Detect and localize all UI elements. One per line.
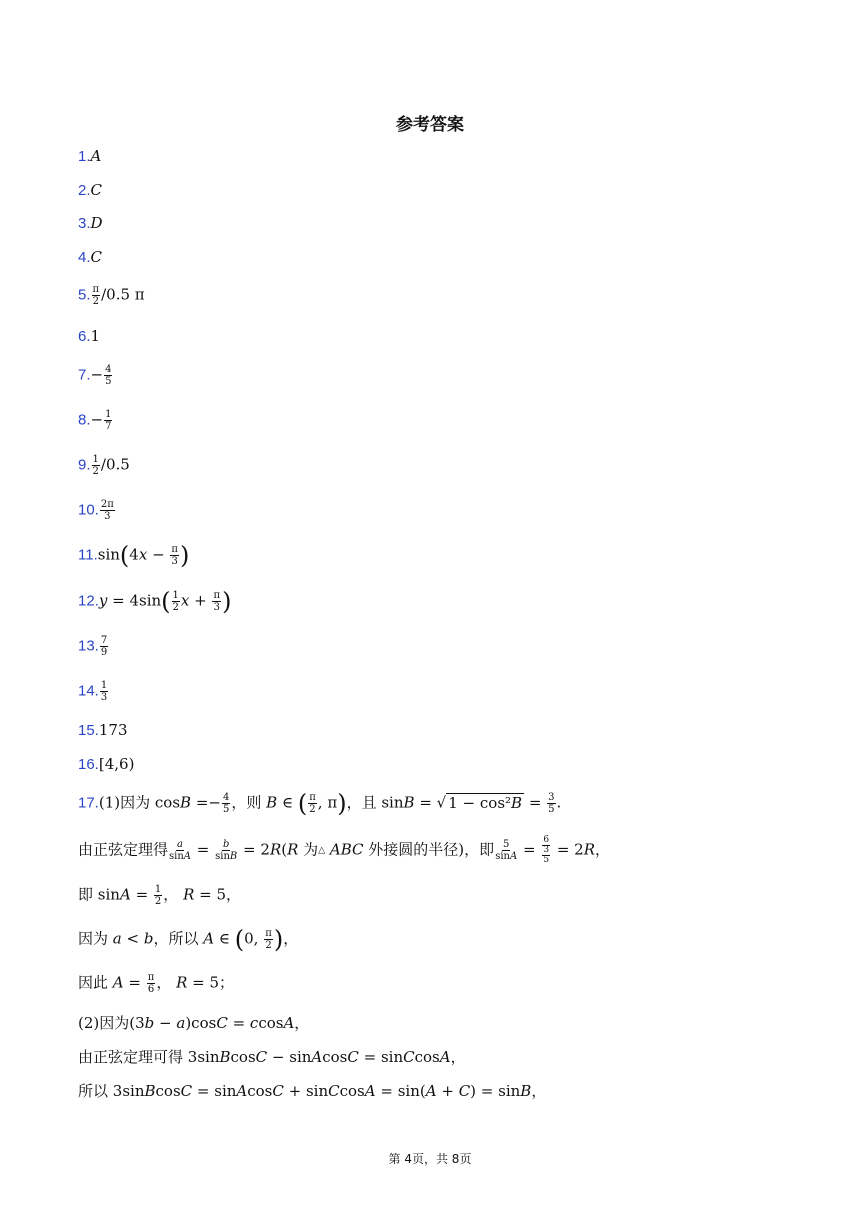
text: 外接圆的半径) bbox=[368, 840, 465, 859]
solution-17-line-5: 因此 A = $\frac{\pi}{6}$ ， R = 5； bbox=[78, 972, 235, 995]
answer-value: 173 bbox=[98, 721, 128, 739]
answer-value: A bbox=[90, 147, 102, 165]
question-number: 11. bbox=[78, 546, 98, 564]
text: 且 bbox=[361, 793, 377, 812]
text: 即 bbox=[78, 885, 94, 904]
solution-17-line-4: 因为 a < b，所以 A ∈ (0, $\frac{\pi}{2}$ )， bbox=[78, 925, 299, 954]
answer-14 bbox=[78, 680, 109, 703]
answer-value: [4,6) bbox=[98, 755, 135, 773]
answer-3 bbox=[78, 213, 103, 234]
solution-17-line-8: 所以 3sinBcosC = sinAcosC + sinCcosA = sin(A + C) = sinB， bbox=[78, 1082, 547, 1100]
answer-11: 11.sin(4x − $\frac{\pi}{3}$ ) bbox=[78, 541, 190, 570]
question-number: 7. bbox=[78, 366, 91, 384]
fraction: $\frac{4}{5}$ bbox=[222, 792, 230, 815]
text: 为 bbox=[303, 840, 319, 859]
answer-value: D bbox=[90, 214, 103, 232]
fraction: $\frac{1}{7}$ bbox=[105, 409, 112, 432]
text: 即 bbox=[479, 840, 495, 859]
fraction: $\frac{\pi}{3}$ bbox=[171, 544, 178, 567]
answer-alt: /0.5 π bbox=[101, 285, 145, 304]
question-number: 4. bbox=[78, 249, 91, 266]
answer-2 bbox=[78, 180, 102, 201]
answer-12: 12.y = 4sin( $\frac{1}{2}$ x + $\frac{\pi}{3}$ ) bbox=[78, 587, 232, 616]
answer-16 bbox=[78, 754, 134, 775]
fraction: $\frac{1}{2}$ bbox=[154, 884, 162, 907]
text: 则 bbox=[246, 793, 262, 812]
text: 由正弦定理可得 bbox=[78, 1048, 184, 1066]
fraction: $\frac{3}{5}$ bbox=[543, 845, 550, 865]
text: 因此 bbox=[78, 973, 109, 992]
answer-4 bbox=[78, 247, 102, 268]
answer-1 bbox=[78, 146, 101, 167]
fraction: $\frac{2\pi}{3}$ bbox=[100, 499, 114, 522]
question-number: 6. bbox=[78, 328, 91, 345]
solution-17-line-2: 由正弦定理得 $\frac{a}{\sin A}$ = $\frac{b}{\sin B}$ = 2R(R 为△ ABC 外接圆的半径)，即 $\frac{5}{\sin A}$ = $\frac{6}{\frac{3}{5}}$ = 2R， bbox=[78, 835, 611, 865]
page-title: 参考答案 bbox=[396, 115, 464, 135]
question-number: 17. bbox=[78, 794, 99, 812]
fraction: $\frac{b}{\sin B}$ bbox=[215, 839, 238, 862]
question-number: 10. bbox=[78, 501, 99, 519]
solution-17-line-3: 即 sinA = $\frac{1}{2}$ ， R = 5， bbox=[78, 884, 242, 907]
solution-17-line-7: 由正弦定理可得 3sinBcosC − sinAcosC = sinCcosA， bbox=[78, 1048, 466, 1066]
answer-13 bbox=[78, 635, 109, 658]
question-number: 12. bbox=[78, 592, 99, 610]
part-label: (2)因为 bbox=[78, 1014, 130, 1032]
answer-15 bbox=[78, 720, 128, 741]
answer-5 bbox=[78, 284, 145, 307]
question-number: 2. bbox=[78, 182, 91, 199]
answer-8: 8.− $\frac{1}{7}$ bbox=[78, 409, 112, 432]
answer-alt: /0.5 bbox=[100, 455, 130, 474]
text: 因为 bbox=[120, 793, 151, 812]
page-footer: 第 4页，共 8页 bbox=[388, 1152, 472, 1166]
fraction: $\frac{1}{2}$ bbox=[172, 590, 179, 613]
question-number: 5. bbox=[78, 286, 91, 304]
fraction: $\frac{6}{\frac{3}{5}}$ bbox=[543, 835, 550, 865]
fraction: $\frac{3}{5}$ bbox=[548, 792, 555, 815]
answer-value: C bbox=[90, 181, 102, 199]
fraction: $\frac{\pi}{6}$ bbox=[147, 972, 155, 995]
answer-10 bbox=[78, 499, 116, 522]
fraction: $\frac{7}{9}$ bbox=[100, 635, 108, 658]
fraction: $\frac{\pi}{3}$ bbox=[213, 590, 221, 613]
question-number: 3. bbox=[78, 215, 91, 232]
question-number: 8. bbox=[78, 411, 91, 429]
answer-9 bbox=[78, 454, 130, 477]
fraction: $\frac{1}{3}$ bbox=[100, 680, 108, 703]
fraction: $\frac{\pi}{2}$ bbox=[309, 792, 316, 815]
text: 因为 bbox=[78, 929, 109, 948]
solution-17-line-6: (2)因为(3b − a)cosC = ccosA， bbox=[78, 1014, 310, 1032]
fraction: $\frac{4}{5}$ bbox=[105, 364, 112, 387]
fraction: $\frac{5}{\sin A}$ bbox=[495, 839, 518, 862]
question-number: 1. bbox=[78, 148, 91, 165]
question-number: 14. bbox=[78, 682, 99, 700]
text: 所以 bbox=[168, 929, 199, 948]
text: 所以 bbox=[78, 1082, 109, 1100]
answer-value: C bbox=[90, 248, 102, 266]
question-number: 13. bbox=[78, 637, 99, 655]
solution-17-line-1: 17.(1)因为 cosB =− $\frac{4}{5}$ ，则 B ∈ ( $\frac{\pi}{2}$ , π)，且 sinB = √ 1 − cos²B = $\frac{3}{5}$ . bbox=[78, 789, 562, 818]
part-label: (1) bbox=[98, 793, 121, 812]
answer-7: 7.− $\frac{4}{5}$ bbox=[78, 364, 112, 387]
text: 由正弦定理得 bbox=[78, 840, 169, 859]
fraction: $\frac{1}{2}$ bbox=[92, 454, 99, 477]
question-number: 15. bbox=[78, 722, 99, 739]
fraction: $\frac{a}{\sin A}$ bbox=[169, 839, 192, 862]
question-number: 16. bbox=[78, 756, 99, 773]
question-number: 9. bbox=[78, 456, 91, 474]
fraction: $\frac{\pi}{2}$ bbox=[265, 928, 272, 951]
answer-value: 1 bbox=[90, 327, 101, 345]
fraction: $\frac{\pi}{2}$ bbox=[92, 284, 100, 307]
answer-6 bbox=[78, 326, 100, 347]
